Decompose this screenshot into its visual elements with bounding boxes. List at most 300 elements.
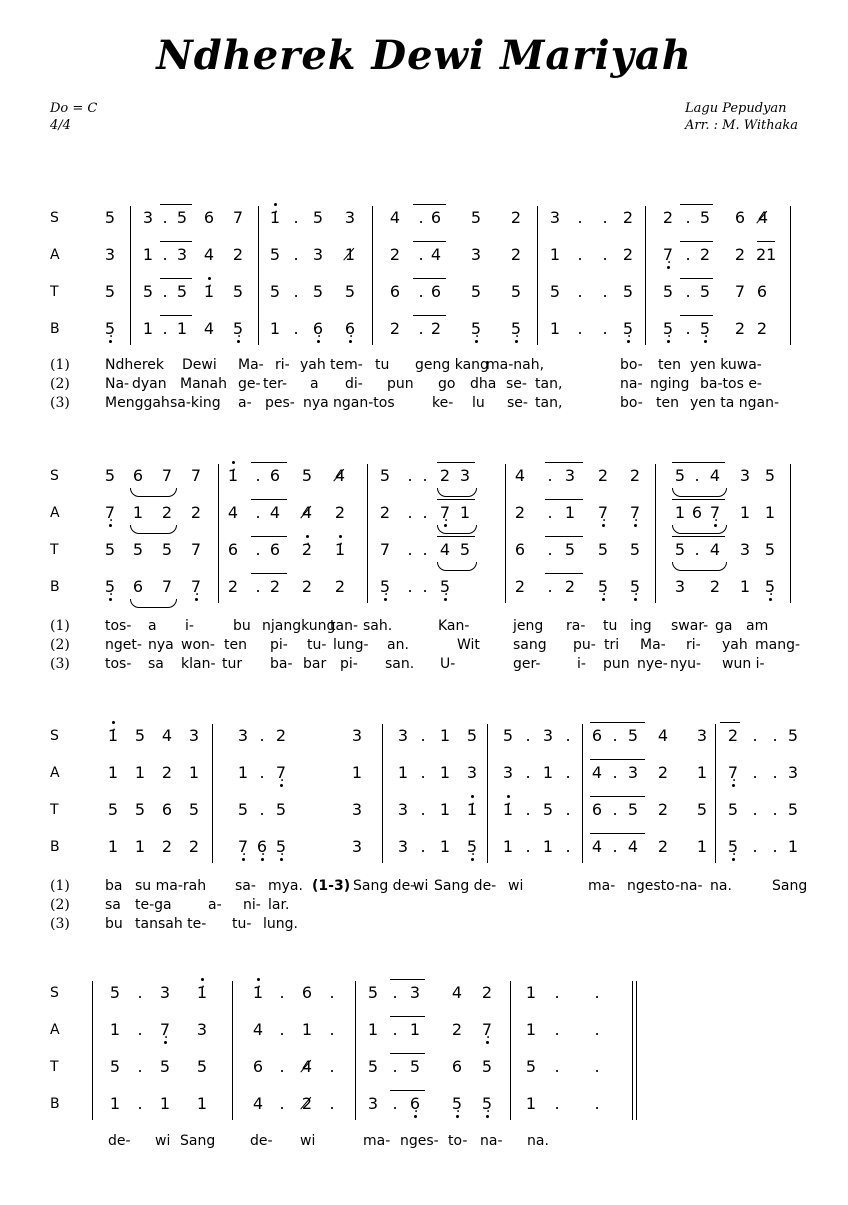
note-digit: . [602, 319, 608, 338]
note [456, 503, 474, 523]
note-digit: . [525, 837, 531, 856]
note [736, 540, 754, 560]
note-digit: . [279, 1020, 285, 1039]
lyric-syllable: U- [440, 656, 456, 672]
part-label: A [50, 1022, 60, 1038]
part-label: A [50, 505, 60, 521]
note-digit: 4̸ [334, 466, 346, 485]
note [427, 208, 445, 228]
beam-line [672, 499, 725, 500]
octave-high-dot [471, 795, 474, 798]
note-digit: 1 [739, 577, 751, 596]
note [394, 800, 412, 820]
note [224, 577, 242, 597]
note-digit: 2 [334, 577, 346, 596]
note [546, 319, 564, 339]
note-digit: 5̣ [451, 1094, 463, 1113]
note-digit: 5 [409, 1057, 421, 1076]
lyric-syllable: pi- [340, 656, 358, 672]
note-digit: 1 [301, 1020, 313, 1039]
bar-line [510, 981, 511, 1120]
note-digit: 2 [161, 837, 173, 856]
octave-low-dot [732, 858, 735, 861]
lyric-syllable: ni- [243, 897, 261, 913]
octave-low-dot [602, 524, 605, 527]
note-digit: 3 [696, 726, 708, 745]
note-digit: 5 [459, 540, 471, 559]
note-digit: . [259, 763, 265, 782]
note [606, 837, 624, 857]
note-digit: 1 [439, 837, 451, 856]
octave-low-dot [164, 1041, 167, 1044]
note [571, 319, 589, 339]
lyric-syllable: njangkung [262, 618, 336, 634]
note-digit: 3 [188, 726, 200, 745]
note [273, 1020, 291, 1040]
octave-high-dot [306, 535, 309, 538]
note-digit: 4 [269, 503, 281, 522]
octave-low-dot [471, 858, 474, 861]
bar-line [487, 724, 488, 863]
note [287, 208, 305, 228]
note [522, 983, 540, 1003]
note-digit: 1 [142, 319, 154, 338]
octave-low-dot [486, 1115, 489, 1118]
lyric-syllable: a- [238, 395, 252, 411]
note [394, 726, 412, 746]
lyric-syllable: wi [508, 878, 524, 894]
beam-line [390, 1016, 425, 1017]
note [106, 1020, 124, 1040]
note [724, 726, 742, 746]
note-digit: 5 [727, 800, 739, 819]
note [693, 837, 711, 857]
note-digit: 5 [787, 800, 799, 819]
lyric-syllable: Sang [772, 878, 808, 894]
lyric-syllable: Na- [105, 376, 130, 392]
note [436, 726, 454, 746]
note [200, 208, 218, 228]
lyric-syllable: lar. [268, 897, 290, 913]
note [427, 245, 445, 265]
note [624, 726, 642, 746]
octave-high-dot [339, 535, 342, 538]
note-digit: 3 [312, 245, 324, 264]
note-digit: 7 [734, 282, 746, 301]
note-digit: 4 [591, 837, 603, 856]
note-digit: 5 [525, 1057, 537, 1076]
note-digit: 4̸ [301, 503, 313, 522]
note-digit: 6̣ [256, 837, 268, 856]
note [671, 466, 689, 486]
note-digit: . [612, 800, 618, 819]
note-digit: . [259, 800, 265, 819]
note [761, 503, 779, 523]
note [364, 1020, 382, 1040]
note-digit: 5 [132, 540, 144, 559]
lyric-syllable: ing [630, 618, 652, 634]
note-digit: . [418, 319, 424, 338]
note-digit: 4 [439, 540, 451, 559]
lyric-syllable: sah. [363, 618, 393, 634]
note-digit: 5 [699, 208, 711, 227]
note [187, 503, 205, 523]
lyric-syllable: tri [604, 637, 620, 653]
note-digit: 4 [657, 726, 669, 745]
note [416, 466, 434, 486]
beam-line [160, 315, 192, 316]
note [386, 282, 404, 302]
note-digit: 2̸ [301, 1094, 313, 1113]
lyric-syllable: Menggah [105, 395, 170, 411]
note-digit: . [407, 466, 413, 485]
note-digit: 3 [397, 837, 409, 856]
note [234, 800, 252, 820]
lyric-syllable: lu [472, 395, 485, 411]
bar-line [92, 981, 93, 1120]
note [193, 1020, 211, 1040]
note-digit: 5̣ [699, 319, 711, 338]
part-label: S [50, 728, 59, 744]
note [499, 763, 517, 783]
note [548, 1057, 566, 1077]
note-digit: 5 [627, 726, 639, 745]
lyric-syllable: sa [105, 897, 121, 913]
note-digit: . [392, 1020, 398, 1039]
note [654, 800, 672, 820]
note-digit: 5̣ [104, 577, 116, 596]
note [129, 466, 147, 486]
verse-number: (1) [50, 878, 70, 894]
note-digit: 5 [142, 282, 154, 301]
note [158, 800, 176, 820]
note [731, 245, 749, 265]
note [626, 466, 644, 486]
lyric-syllable: dyan [132, 376, 167, 392]
note [606, 800, 624, 820]
note [594, 503, 612, 523]
note [266, 245, 284, 265]
note [131, 1020, 149, 1040]
note [386, 245, 404, 265]
octave-low-dot [414, 1115, 417, 1118]
bar-line [715, 724, 716, 863]
note-digit: . [329, 983, 335, 1002]
note-digit: 5 [188, 800, 200, 819]
note-digit: 5 [470, 282, 482, 301]
note [158, 726, 176, 746]
note [736, 577, 754, 597]
note-digit: 3 [674, 577, 686, 596]
note [386, 1020, 404, 1040]
note [131, 800, 149, 820]
lyric-syllable: mya. [268, 878, 303, 894]
note-digit: 5 [510, 282, 522, 301]
octave-low-dot [261, 858, 264, 861]
note-digit: 7 [161, 577, 173, 596]
lyric-syllable: bar [303, 656, 327, 672]
lyric-syllable: geng kang [415, 357, 489, 373]
note-digit: . [685, 208, 691, 227]
note [224, 503, 242, 523]
lyric-syllable: ngan-tos [333, 395, 395, 411]
note-digit: 5 [134, 726, 146, 745]
note [522, 1094, 540, 1114]
note [594, 540, 612, 560]
note-digit: 2 [662, 208, 674, 227]
slur-mark [672, 488, 727, 497]
note-digit: 7̣ [662, 245, 674, 264]
lyric-syllable: su ma-rah [135, 878, 207, 894]
beam-line [590, 833, 645, 834]
note-digit: . [407, 503, 413, 522]
note [323, 1094, 341, 1114]
note-digit: . [547, 503, 553, 522]
note-digit: 5 [674, 466, 686, 485]
note [386, 1057, 404, 1077]
note-digit: 1 [542, 763, 554, 782]
note [588, 800, 606, 820]
note-digit: 5 [542, 800, 554, 819]
note-digit: 2 [190, 503, 202, 522]
note [539, 800, 557, 820]
note [753, 319, 771, 339]
note-digit: 7̣ [439, 503, 451, 522]
octave-high-dot [257, 978, 260, 981]
note-digit: . [255, 466, 261, 485]
note [478, 1057, 496, 1077]
note-digit: 2 [301, 577, 313, 596]
note-digit: 5̣ [379, 577, 391, 596]
note-digit: 7̣ [481, 1020, 493, 1039]
note [548, 1020, 566, 1040]
note [173, 208, 191, 228]
note [693, 726, 711, 746]
note [101, 208, 119, 228]
note-digit: 2̇ [301, 540, 313, 559]
lyric-syllable: nges- [400, 1133, 439, 1149]
note-digit: 5 [344, 282, 356, 301]
lyric-syllable: a- [208, 897, 222, 913]
note-digit: 5 [107, 800, 119, 819]
note [193, 983, 211, 1003]
note [463, 763, 481, 783]
note [761, 577, 779, 597]
note [706, 503, 724, 523]
note [448, 1020, 466, 1040]
slur-mark [437, 488, 477, 497]
note-digit: 7 [190, 466, 202, 485]
note-digit: 3 [459, 466, 471, 485]
note [158, 503, 176, 523]
note [654, 837, 672, 857]
note-digit: 2 [657, 763, 669, 782]
octave-low-dot [704, 340, 707, 343]
verse-number: (3) [50, 395, 70, 411]
beam-line [590, 722, 645, 723]
note [173, 282, 191, 302]
note-digit: 6 [132, 466, 144, 485]
note [273, 1057, 291, 1077]
bar-line [582, 724, 583, 863]
note-digit: 5 [104, 466, 116, 485]
note-digit: 5 [237, 800, 249, 819]
note [546, 282, 564, 302]
lyric-syllable: tos- [105, 656, 132, 672]
note [448, 1094, 466, 1114]
note [507, 319, 525, 339]
beam-line [680, 278, 713, 279]
note-digit: 5̣ [232, 319, 244, 338]
note [571, 245, 589, 265]
note [106, 1094, 124, 1114]
note [511, 466, 529, 486]
note [596, 245, 614, 265]
slur-mark [130, 525, 177, 534]
note-digit: 2 [481, 983, 493, 1002]
note-digit: 4 [709, 540, 721, 559]
note [756, 245, 777, 265]
note [706, 540, 724, 560]
beam-line [390, 979, 425, 980]
note [200, 319, 218, 339]
octave-low-dot [195, 598, 198, 601]
bar-line [232, 981, 233, 1120]
note-digit: 1 [764, 503, 776, 522]
note [273, 1094, 291, 1114]
note [519, 837, 537, 857]
beam-line [672, 536, 725, 537]
note [606, 726, 624, 746]
note [561, 540, 579, 560]
note-digit: 1 [134, 763, 146, 782]
note [463, 800, 481, 820]
beam-line [251, 536, 287, 537]
note-digit: 1 [696, 837, 708, 856]
octave-low-dot [667, 266, 670, 269]
note [507, 282, 525, 302]
note-digit: . [602, 245, 608, 264]
note-digit: 6 [252, 1057, 264, 1076]
lyric-syllable: (1-3) [312, 878, 351, 894]
part-label: A [50, 765, 60, 781]
note [519, 800, 537, 820]
note-digit: 5 [502, 726, 514, 745]
note-digit: 4 [709, 466, 721, 485]
note-digit: . [418, 208, 424, 227]
note-digit: . [293, 319, 299, 338]
note-digit: 4 [389, 208, 401, 227]
note-digit: 2 [389, 319, 401, 338]
note [249, 1094, 267, 1114]
beam-line [160, 241, 192, 242]
beam-line [545, 573, 583, 574]
note-digit: 5 [275, 800, 287, 819]
note-digit: 3 [237, 726, 249, 745]
note [173, 245, 191, 265]
lyric-syllable: tu- [307, 637, 327, 653]
lyric-syllable: tu- [232, 916, 252, 932]
note-digit: . [418, 282, 424, 301]
note-digit: 7 [379, 540, 391, 559]
note-digit: . [422, 466, 428, 485]
note-digit: 1 [787, 837, 799, 856]
note [104, 763, 122, 783]
note-digit: 1 [674, 503, 686, 522]
note [448, 983, 466, 1003]
lyric-syllable: pi- [270, 637, 288, 653]
note [731, 319, 749, 339]
lyric-syllable: klan- [181, 656, 216, 672]
octave-low-dot [384, 598, 387, 601]
note-digit: . [392, 1057, 398, 1076]
note [253, 837, 271, 857]
note-digit: 21 [756, 245, 777, 264]
lyric-syllable: ga [715, 618, 733, 634]
note-digit: 7̣ [629, 503, 641, 522]
bar-line [382, 724, 383, 863]
note-digit: 4 [514, 466, 526, 485]
note-digit: . [137, 1094, 143, 1113]
note [588, 837, 606, 857]
note-digit: 5 [176, 208, 188, 227]
lyric-syllable: yah [722, 637, 748, 653]
note [541, 540, 559, 560]
note-digit: . [162, 208, 168, 227]
note-digit: . [772, 800, 778, 819]
note [249, 577, 267, 597]
note [414, 800, 432, 820]
lyric-syllable: nging [650, 376, 690, 392]
note-digit: 6̣ [409, 1094, 421, 1113]
note-digit: . [685, 282, 691, 301]
note-digit: 6̣ [344, 319, 356, 338]
lyric-syllable: wi [155, 1133, 171, 1149]
note [784, 726, 802, 746]
lyric-syllable: tem- [330, 357, 363, 373]
lyric-syllable: ge- [238, 376, 261, 392]
part-label: B [50, 839, 60, 855]
note [101, 540, 119, 560]
note [519, 726, 537, 746]
part-label: T [50, 802, 59, 818]
note-digit: 4 [591, 763, 603, 782]
lyric-syllable: se- [507, 395, 528, 411]
note [139, 245, 157, 265]
lyric-syllable: tur [222, 656, 243, 672]
note-digit: 3 [344, 208, 356, 227]
score-system [0, 468, 848, 688]
note [185, 837, 203, 857]
note-digit: 2 [514, 577, 526, 596]
note [507, 208, 525, 228]
beam-line [757, 241, 775, 242]
note [588, 983, 606, 1003]
note-digit: 3 [409, 983, 421, 1002]
note [309, 319, 327, 339]
octave-low-dot [627, 340, 630, 343]
note [101, 466, 119, 486]
note [571, 282, 589, 302]
lyric-syllable: mang- [755, 637, 801, 653]
note-digit: . [554, 1057, 560, 1076]
lyric-syllable: se- [506, 376, 527, 392]
note [731, 282, 749, 302]
note [671, 540, 689, 560]
note-digit: 2 [451, 1020, 463, 1039]
note [753, 282, 771, 302]
note-digit: . [612, 726, 618, 745]
